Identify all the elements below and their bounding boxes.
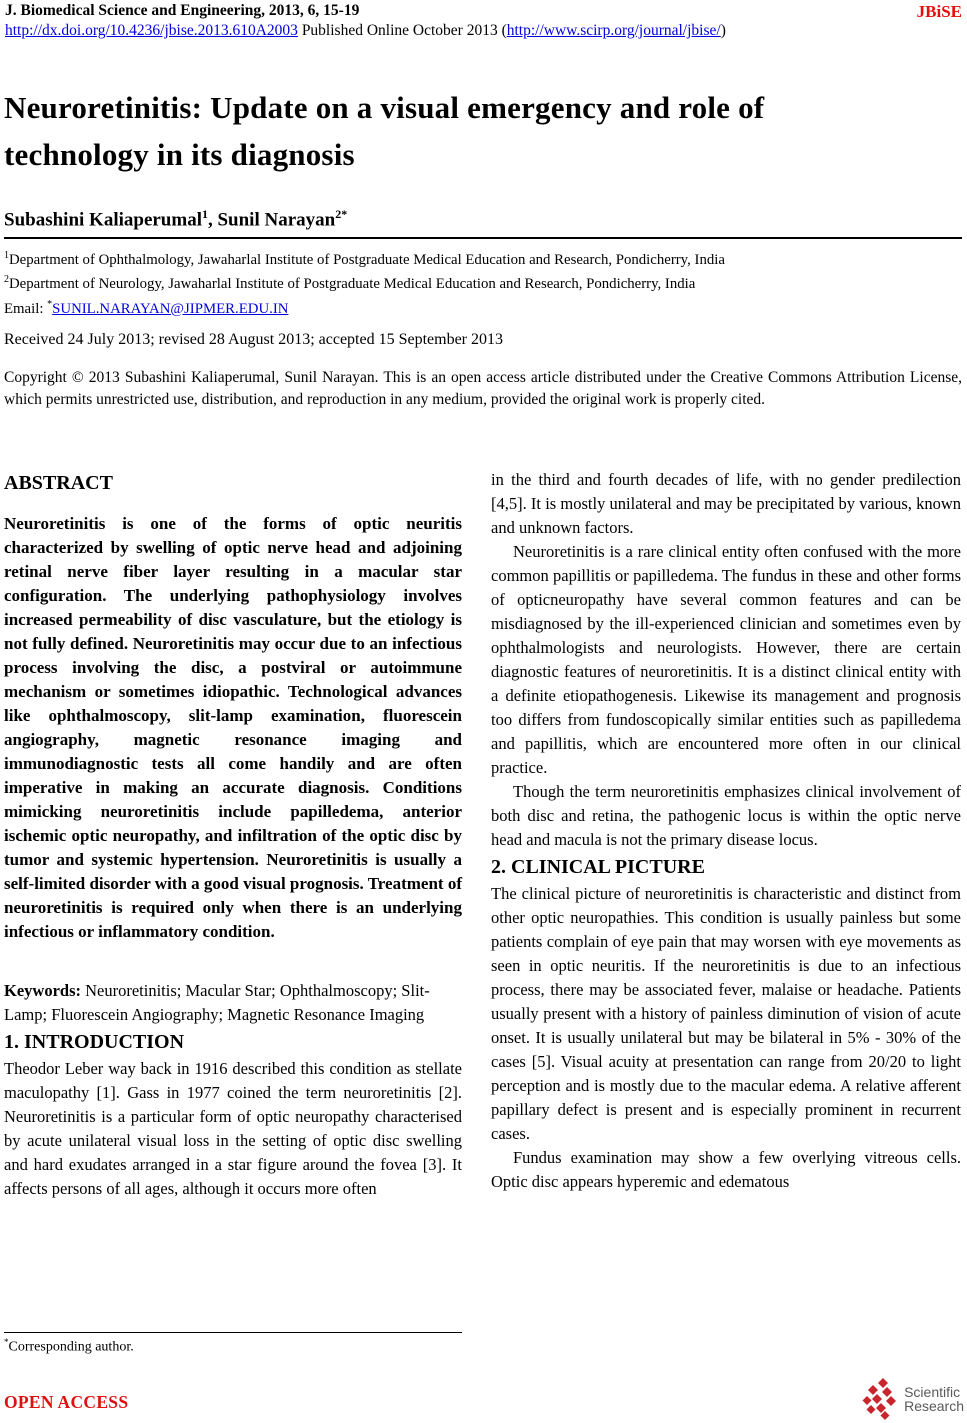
journal-header: [5, 2, 962, 20]
published-online-text: Published Online October 2013 (: [297, 22, 507, 39]
affiliation-1-sup: 1: [4, 250, 9, 261]
affiliation-2-sup: 2: [4, 274, 9, 286]
footnote-text: Corresponding author.: [8, 1339, 134, 1355]
right-column: [491, 468, 961, 1194]
close-paren: ): [720, 22, 726, 39]
author-1-sup: 1: [201, 207, 208, 221]
paragraph-pathogenic-locus: Though the term neuroretinitis emphasizes clinical involvement of both disc and retina, the pathogenic locus is within the optic nerve head and macula is not the primary disease locus.: [491, 782, 961, 849]
received-line: Received 24 July 2013; revised 28 August 2013; accepted 15 September 2013: [4, 331, 504, 348]
author-separator: ,: [207, 209, 218, 231]
abstract-text: Neuroretinitis is one of the forms of optic neuritis characterized by swelling of optic nerve head and adjoining retinal nerve fiber layer resulting in a macular star configuration. The underlying pathophysiology involves increased permeability of disc vasculature, but the etiology is not fully defined. Neuroretinitis may occur due to an infectious process involving the disc, a postviral or autoimmune mechanism or sometimes idiopathic. Technological advances like ophthalmoscopy, slit-lamp examination, fluorescein angiography, magnetic resonance imaging and immunodiagnostic tests all come handily and are often imperative in making an accurate diagnosis. Conditions mimicking neuroretinitis include papilledema, anterior ischemic optic neuropathy, and infiltration of the optic disc by tumor and systemic hypertension. Neuroretinitis is usually a self-limited disorder with a good visual prognosis. Treatment of neuroretinitis is required only when there is an underlying infectious or inflammatory condition.: [4, 514, 462, 941]
open-access-label: OPEN ACCESS: [4, 1392, 129, 1412]
affiliations-block: [4, 246, 962, 319]
abstract-heading: ABSTRACT: [4, 472, 113, 494]
keywords-line: [4, 979, 462, 1027]
logo-text-line1: Scientific: [904, 1383, 961, 1400]
keywords-label: Keywords:: [4, 981, 81, 1000]
journal-subheader: [5, 22, 726, 40]
affiliation-1: [4, 246, 962, 270]
logo-diamonds-icon: [862, 1377, 902, 1421]
introduction-text: Theodor Leber way back in 1916 described this condition as stellate maculopathy [1]. Gass in 1977 coined the term neuroretinitis [2]. Neuroretinitis is a particular form of optic neuropathy characterised by acute unilateral visual loss in the setting of optic disc swelling and hard exudates arranged in a star figure around the fovea [3]. It affects persons of all ages, although it occurs more often: [4, 1059, 462, 1198]
paragraph-clinical-picture: The clinical picture of neuroretinitis is characteristic and distinct from other optic neuropathies. This condition is usually painless but some patients complain of eye pain that may worsen with eye movements as seen in optic neuritis. If the neuroretinitis is due to an infectious process, there may be associated fever, malaise or headache. Patients usually present with a history of painless diminution of vision of acute onset. It is usually unilateral but may be bilateral in 5% - 30% of the cases [5]. Visual acuity at presentation can range from 20/20 to light perception and is mostly due to the macular edema. A relative afferent papillary defect is present and is especially prominent in recurrent cases.: [491, 884, 961, 1143]
clinical-picture-heading: 2. CLINICAL PICTURE: [491, 856, 705, 878]
email-sup: *: [47, 298, 53, 310]
author-1: Subashini Kaliaperumal: [4, 209, 202, 231]
paragraph-rare-entity: Neuroretinitis is a rare clinical entity often confused with the more common papillitis or papilledema. The fundus in these and other forms of opticneuropathy have several common features and can be misdiagnosed by the ill-experienced clinician and sometimes even by ophthalmologists and neurologists. However, there are certain diagnostic features of neuroretinitis. It is a distinct clinical entity with a definite etiopathogenesis. Likewise its management and prognosis too differs from fundoscopically similar entities such as papilledema and papillitis, which are encountered more often in our clinical practice.: [491, 542, 961, 777]
introduction-heading: 1. INTRODUCTION: [4, 1031, 185, 1053]
jbise-badge: JBiSE: [916, 2, 962, 21]
email-link[interactable]: SUNIL.NARAYAN@JIPMER.EDU.IN: [52, 300, 289, 317]
authors-line: [4, 207, 347, 231]
journal-line: J. Biomedical Science and Engineering, 2013, 6, 15-19: [5, 2, 360, 19]
logo-text: [904, 1385, 964, 1414]
copyright-text: Copyright © 2013 Subashini Kaliaperumal, Sunil Narayan. This is an open access article distributed under the Creative Commons Attribution License, which permits unrestricted use, distribution, and reproduction in any medium, provided the original work is properly cited.: [4, 369, 962, 408]
keywords-text: Neuroretinitis; Macular Star; Ophthalmoscopy; Slit-Lamp; Fluorescein Angiography; Magnetic Resonance Imaging: [4, 981, 430, 1024]
paper-title-line2: technology in its diagnosis: [4, 137, 355, 172]
left-column: [4, 468, 462, 1201]
corresponding-author-footnote: [4, 1332, 462, 1356]
email-line: [4, 295, 962, 319]
author-divider-rule: [4, 237, 962, 239]
author-2: Sunil Narayan: [217, 209, 336, 231]
author-2-sup: 2*: [335, 207, 348, 221]
affiliation-1-text: Department of Ophthalmology, Jawaharlal Institute of Postgraduate Medical Education and Research, Pondicherry, India: [9, 251, 725, 268]
affiliation-2: [4, 270, 962, 294]
scientific-research-logo: [862, 1377, 964, 1421]
paragraph-fundus-exam: Fundus examination may show a few overlying vitreous cells. Optic disc appears hyperemic and edematous: [491, 1148, 961, 1191]
footnote-asterisk: *: [4, 1337, 9, 1347]
paper-title-line1: Neuroretinitis: Update on a visual emergency and role of: [4, 90, 765, 125]
logo-text-line2: Research: [904, 1398, 964, 1414]
affiliation-2-text: Department of Neurology, Jawaharlal Institute of Postgraduate Medical Education and Research, Pondicherry, India: [9, 276, 696, 293]
journal-url-link[interactable]: http://www.scirp.org/journal/jbise/: [506, 22, 721, 39]
paper-title: [4, 84, 954, 178]
paragraph-continuation: in the third and fourth decades of life, with no gender predilection [4,5]. It is mostly unilateral and may be precipitated by various, known and unknown factors.: [491, 470, 961, 537]
doi-link[interactable]: http://dx.doi.org/10.4236/jbise.2013.610A2003: [5, 22, 298, 39]
email-label: Email:: [4, 300, 48, 317]
